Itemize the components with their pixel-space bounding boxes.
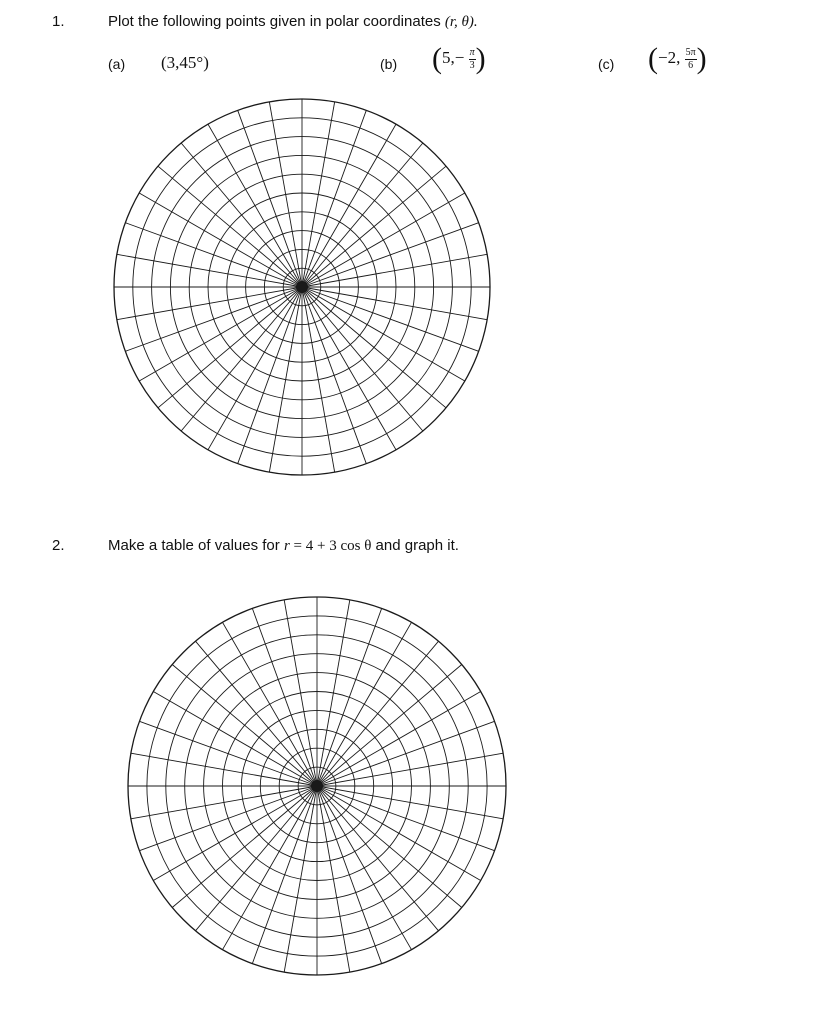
polar-grid-2 <box>126 595 508 977</box>
part-a-r: 3 <box>166 53 176 72</box>
part-a-theta: 45° <box>179 53 204 72</box>
part-a-coordinate: (3,45°) <box>161 53 209 72</box>
part-b-sign: − <box>454 47 465 67</box>
problem-2-instruction-prefix: Make a table of values for <box>108 537 284 554</box>
grid1-origin-dot <box>296 281 308 293</box>
grid2-origin-dot <box>311 780 323 792</box>
part-b-r: 5 <box>442 47 451 67</box>
part-b-coordinate: (5,− $\frac{\pi}{3}$ ) <box>432 42 486 75</box>
part-c-coordinate: (−2, $\frac{5\pi}{6}$ ) <box>648 42 707 75</box>
problem-1-number: 1. <box>52 13 65 30</box>
problem-2-instruction <box>108 537 459 555</box>
part-c-r: −2 <box>658 47 677 67</box>
problem-2-equation-lhs: r <box>283 538 290 554</box>
polar-grid-1 <box>112 97 492 477</box>
problem-2-number: 2. <box>52 537 65 554</box>
part-c-theta-fraction <box>685 48 697 71</box>
problem-1-instruction-math: (r, θ). <box>444 14 478 30</box>
problem-2-equation-rhs: = 4 + 3 cos θ <box>289 538 372 554</box>
problem-2-instruction-suffix: and graph it. <box>371 537 459 554</box>
part-c-theta-num: 5π <box>685 46 696 58</box>
part-c-theta-den: 6 <box>688 59 694 71</box>
part-c-label: (c) <box>598 56 615 72</box>
part-b-theta-fraction <box>469 48 476 71</box>
problem-1-instruction <box>108 13 478 31</box>
problem-1-instruction-text: Plot the following points given in polar coordinates <box>108 13 445 30</box>
part-a-label: (a) <box>108 56 126 72</box>
part-b-theta-num: π <box>469 46 475 58</box>
part-b-label: (b) <box>380 56 398 72</box>
part-b-theta-den: 3 <box>469 59 475 71</box>
